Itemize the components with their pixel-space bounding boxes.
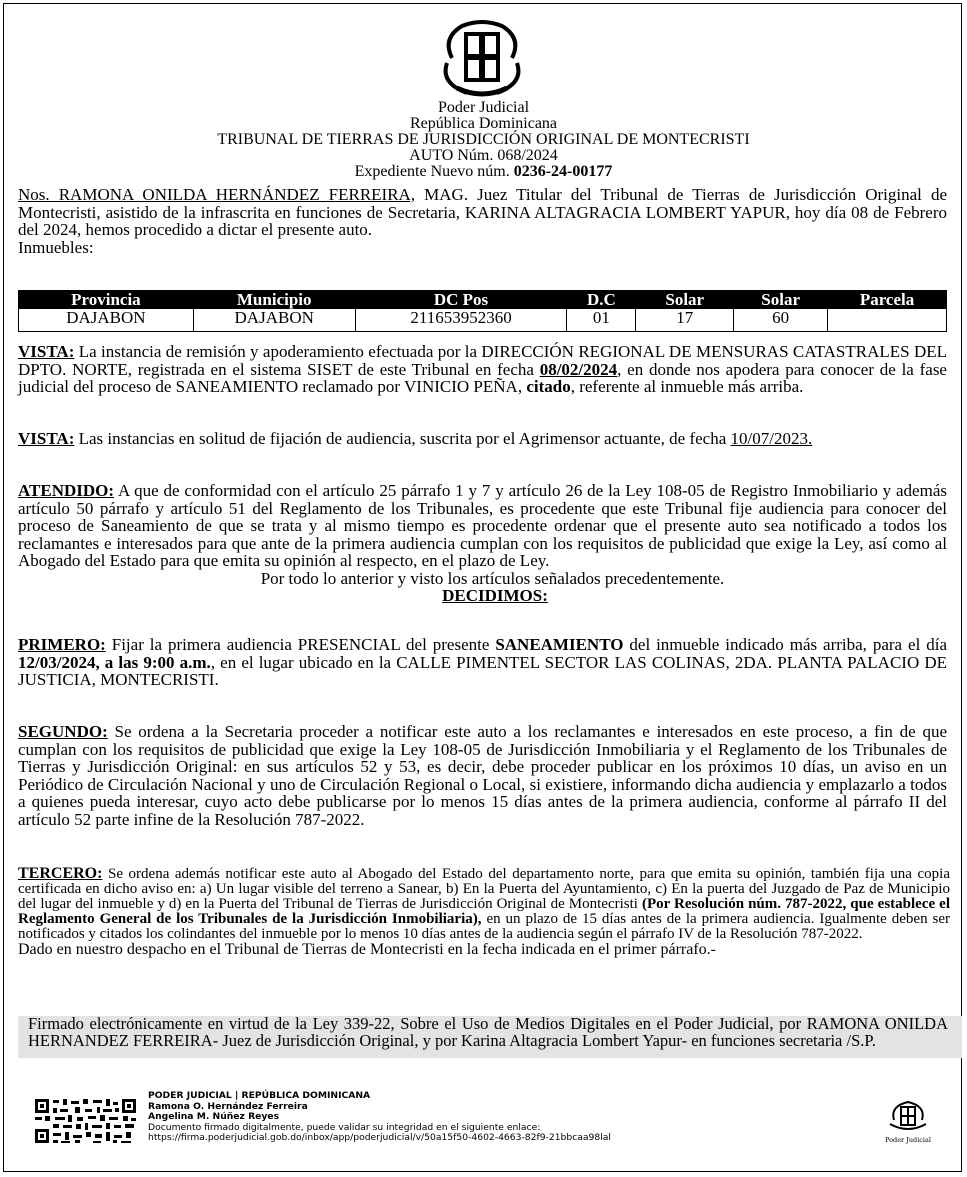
vista-2-paragraph [18,430,947,448]
vista-2-date: 10/07/2023. [730,429,813,448]
electronic-signature-text: Firmado electrónicamente en virtud de la Ley 339-22, Sobre el Uso de Medios Digitales en el Poder Judicial, por RAMONA ONILDA HERNANDEZ FERREIRA- Juez de Jurisdicción Original, y por Karina Altagracia Lombert Yapur- en funciones secretaria /S.P. [28,1014,948,1050]
table-header-cell: D.C [567,291,636,309]
primero-paragraph [18,636,947,689]
table-cell: DAJABON [193,309,355,332]
primero-fecha: 12/03/2024, a las 9:00 a.m. [18,652,211,672]
segundo-text: Se ordena a la Secretaria proceder a notificar este auto a los reclamantes e interesados en este proceso, a fin de que cumplan con los requisitos de publicidad que exige la Ley 108-05 de Jurisdicción Inmobiliaria y el Reglamento de los Tribunales de Tierras y Jurisdicción Original: en sus artículos 52 y 53, es decir, debe proceder publicar en los próximos 10 días, un aviso en un Periódico de Circulación Nacional y uno de Circulación Regional o Local, si existiere, informando dicha audiencia y emplazarlo a todos a quienes pueda interesar, cuyo acto debe publicarse por lo menos 15 días antes de la primera audiencia, conforme al párrafo II del artículo 52 parte infine de la Resolución 787-2022. [18,722,947,829]
footer-validation-url[interactable]: https://firma.poderjudicial.gob.do/inbox/app/poderjudicial/v/50a15f50-4602-4663-82f9-21bbcaa98lal [148,1132,611,1144]
poder-judicial-seal-icon [872,1098,944,1136]
inmuebles-label: Inmuebles: [18,237,94,257]
table-cell: 01 [567,309,636,332]
header-line-poder: Poder Judicial [437,99,530,116]
segundo-label: SEGUNDO: [18,722,108,741]
tercero-paragraph [18,866,950,957]
table-cell: 17 [636,309,734,332]
table-header-cell: Parcela [828,291,947,309]
table-header-cell: Provincia [19,291,194,309]
poder-judicial-logo-text: Poder Judicial [885,1136,931,1144]
primero-text-b: del inmueble indicado más arriba, para el día [623,635,947,654]
qr-code-icon [33,1097,138,1145]
header-line-tribunal: TRIBUNAL DE TIERRAS DE JURISDICCIÓN ORIGINAL DE MONTECRISTI [217,131,750,148]
atendido-closing: Por todo lo anterior y visto los artículos señalados precedentemente. [260,568,725,588]
primero-text-c: , en el lugar ubicado en la CALLE PIMENTEL SECTOR LAS COLINAS, 2DA. PLANTA PALACIO DE JUSTICIA, MONTECRISTI. [18,652,948,689]
atendido-label: ATENDIDO: [18,481,115,500]
table-cell [828,309,947,332]
header-line-republica: República Dominicana [409,115,558,132]
header-expediente [0,164,967,180]
tercero-text-b: en un plazo de 15 días antes de la primera audiencia. Igualmente deben ser notificados y citados los colindantes del inmueble por lo menos 10 días antes de la audiencia según el párrafo IV de la Resolución 787-2022. [18,911,950,942]
footer-signer-1: Ramona O. Hernández Ferreira [148,1100,308,1112]
coat-of-arms-icon [432,18,532,100]
table-header-row [19,291,947,309]
table-cell: DAJABON [19,309,194,332]
table-row [19,309,947,332]
vista-1-text-c: , referente al inmueble más arriba. [570,377,804,396]
intro-text: MAG. Juez Titular del Tribunal de Tierras de Jurisdicción Original de Montecristi, asistido de la infrascrita en funciones de Secretaria, KARINA ALTAGRACIA LOMBERT YAPUR, hoy día 08 de Febrero del 2024, hemos procedido a dictar el presente auto. [18,185,947,239]
vista-1-date: 08/02/2024 [539,359,618,379]
table-cell: 60 [734,309,828,332]
poder-judicial-logo [872,1098,944,1148]
vista-1-text-b: , en donde nos apodera para conocer de la fase judicial del proceso de SANEAMIENTO reclamado por VINICIO PEÑA, [18,359,947,396]
vista-1-paragraph [18,343,947,396]
footer-note: Documento firmado digitalmente, puede validar su integridad en el siguiente enlace: [148,1121,541,1133]
vista-1-label: VISTA: [18,342,75,361]
expediente-number: 0236-24-00177 [513,163,613,180]
atendido-text: A que de conformidad con el artículo 25 párrafo 1 y 7 y artículo 26 de la Ley 108-05 de Registro Inmobiliario y además artículo 50 párrafo y artículo 51 del Reglamento de los Tribunales, es procedente que este Tribunal fije audiencia para conocer del proceso de Saneamiento de que se trata y al mismo tiempo es procedente ordenar que el presente auto sea notificado a todos los reclamantes e interesados para que ante de la primera audiencia cumplan con los requisitos de publicidad que exige la Ley, así como al Abogado del Estado para que emita su opinión al respecto, en el plazo de Ley. [18,481,947,570]
footer-org: PODER JUDICIAL | REPÚBLICA DOMINICANA [148,1090,371,1101]
footer-signer-2: Angelina M. Núñez Reyes [148,1111,280,1123]
table-header-cell: Municipio [193,291,355,309]
table-header-cell: Solar [636,291,734,309]
vista-2-text: Las instancias en solitud de fijación de audiencia, suscrita por el Agrimensor actuante, de fecha [74,429,731,448]
table-header-cell: Solar [734,291,828,309]
dado-paragraph: Dado en nuestro despacho en el Tribunal de Tierras de Montecristi en la fecha indicada en el primer párrafo.- [18,941,716,958]
segundo-paragraph [18,723,947,828]
vista-1-citado: citado [526,377,571,396]
table-cell: 211653952360 [355,309,567,332]
primero-label: PRIMERO: [18,635,106,654]
judge-name: Nos. RAMONA ONILDA HERNÁNDEZ FERREIRA, [18,185,416,204]
atendido-paragraph [18,482,947,605]
tercero-label: TERCERO: [18,865,103,882]
decidimos-heading: DECIDIMOS: [442,586,548,605]
primero-text: Fijar la primera audiencia PRESENCIAL del presente [105,635,496,654]
vista-2-label: VISTA: [18,429,75,448]
expediente-label: Expediente Nuevo núm. [354,163,514,180]
tercero-text: Se ordena además notificar este auto al Abogado del Estado del departamento norte, para que emita su opinión, también fija una copia certificada en dicho aviso en: a) Un lugar visible del terreno a Sanear, b) En la Puerta del Ayuntamiento, c) En la puerta del Juzgado de Paz de Municipio del lugar del inmueble y d) en la Puerta del Tribunal de Tierras de Jurisdicción Original de Montecristi [18,866,950,912]
vista-1-text: La instancia de remisión y apoderamiento efectuada por la DIRECCIÓN REGIONAL DE MENSURAS CATASTRALES DEL DPTO. NORTE, registrada en el sistema SISET de este Tribunal en fecha [18,342,947,379]
digital-signature-footer [148,1091,611,1144]
tercero-resolucion: (Por Resolución núm. 787-2022, que establece el Reglamento General de los Tribunales de la Jurisdicción Inmobiliaria), [18,896,950,927]
primero-saneamiento: SANEAMIENTO [495,635,624,654]
document-header [0,100,967,180]
property-table [18,290,947,332]
table-header-cell: DC Pos [355,291,567,309]
header-line-auto: AUTO Núm. 068/2024 [409,147,558,164]
intro-paragraph [18,186,947,256]
